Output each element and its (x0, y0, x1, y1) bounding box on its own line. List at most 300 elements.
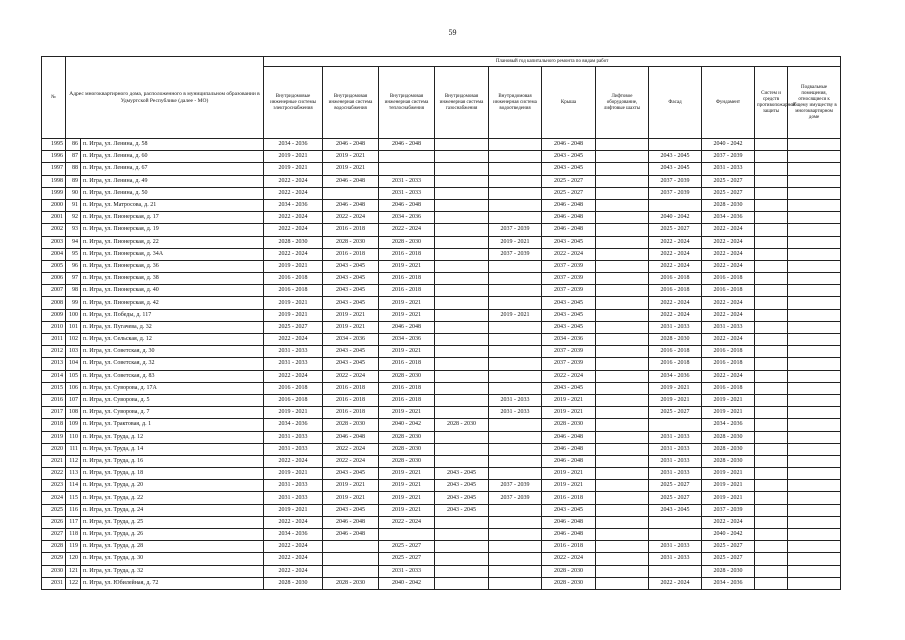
row-period-cell: 2022 - 2024 (702, 260, 755, 272)
row-period-cell: 2028 - 2030 (702, 565, 755, 577)
row-period-cell (489, 163, 542, 175)
row-period-cell (788, 541, 841, 553)
row-period-cell (379, 529, 435, 541)
row-local-number: 105 (66, 370, 81, 382)
row-period-cell (596, 541, 649, 553)
row-period-cell: 2019 - 2021 (542, 468, 596, 480)
row-address: п. Игра, ул. Трактовая, д. 1 (81, 419, 264, 431)
row-period-cell (596, 212, 649, 224)
row-period-cell (755, 309, 788, 321)
row-period-cell (435, 516, 489, 528)
row-period-cell (596, 334, 649, 346)
row-period-cell (596, 297, 649, 309)
row-local-number: 94 (66, 236, 81, 248)
header-col-8: Фундамент (702, 67, 755, 139)
row-period-cell (489, 151, 542, 163)
row-period-cell (788, 260, 841, 272)
row-period-cell: 2025 - 2027 (649, 224, 702, 236)
row-period-cell (755, 431, 788, 443)
row-number: 1995 (42, 139, 66, 151)
row-period-cell (435, 394, 489, 406)
row-period-cell (489, 187, 542, 199)
row-address: п. Игра, ул. Пионерская, д. 40 (81, 285, 264, 297)
row-period-cell (489, 541, 542, 553)
row-period-cell: 2016 - 2018 (379, 273, 435, 285)
row-period-cell: 2043 - 2045 (649, 151, 702, 163)
header-col-6: Лифтовое оборудование, лифтовые шахты (596, 67, 649, 139)
row-period-cell (435, 541, 489, 553)
table-row (42, 236, 841, 248)
row-period-cell (788, 309, 841, 321)
row-address: п. Игра, ул. Ленина, д. 49 (81, 175, 264, 187)
row-period-cell: 2034 - 2036 (264, 199, 323, 211)
row-period-cell: 2046 - 2048 (542, 443, 596, 455)
row-address: п. Игра, ул. Ленина, д. 60 (81, 151, 264, 163)
row-period-cell (435, 577, 489, 589)
row-period-cell (755, 577, 788, 589)
table-row (42, 529, 841, 541)
row-local-number: 117 (66, 516, 81, 528)
row-period-cell: 2046 - 2048 (542, 139, 596, 151)
header-col-0: Внутридомовые инженерные системы электроснабжения (264, 67, 323, 139)
row-period-cell: 2016 - 2018 (264, 394, 323, 406)
row-period-cell: 2019 - 2021 (489, 309, 542, 321)
row-address: п. Игра, ул. Сельская, д. 12 (81, 334, 264, 346)
table-row (42, 139, 841, 151)
row-period-cell: 2016 - 2018 (264, 382, 323, 394)
row-period-cell: 2037 - 2039 (542, 358, 596, 370)
row-number: 2014 (42, 370, 66, 382)
row-period-cell: 2019 - 2021 (542, 480, 596, 492)
row-address: п. Игра, ул. Советская, д. 83 (81, 370, 264, 382)
row-period-cell: 2043 - 2045 (323, 346, 379, 358)
row-local-number: 106 (66, 382, 81, 394)
row-period-cell: 2022 - 2024 (649, 309, 702, 321)
row-period-cell (788, 577, 841, 589)
row-address: п. Игра, ул. Суворова, д. 7 (81, 407, 264, 419)
table-row (42, 504, 841, 516)
row-period-cell (649, 419, 702, 431)
row-period-cell: 2031 - 2033 (264, 480, 323, 492)
row-period-cell: 2019 - 2021 (264, 297, 323, 309)
row-local-number: 97 (66, 273, 81, 285)
table-row (42, 346, 841, 358)
row-period-cell (435, 407, 489, 419)
row-local-number: 91 (66, 199, 81, 211)
row-period-cell (596, 407, 649, 419)
row-period-cell: 2022 - 2024 (379, 516, 435, 528)
table-row (42, 285, 841, 297)
row-local-number: 112 (66, 455, 81, 467)
row-period-cell: 2019 - 2021 (379, 504, 435, 516)
row-period-cell (489, 504, 542, 516)
row-address: п. Игра, ул. Ленина, д. 58 (81, 139, 264, 151)
row-period-cell (788, 480, 841, 492)
header-col-9: Систем и средств противопожарной защиты (755, 67, 788, 139)
row-period-cell (323, 565, 379, 577)
row-period-cell (596, 163, 649, 175)
row-period-cell: 2022 - 2024 (702, 370, 755, 382)
table-row (42, 577, 841, 589)
row-period-cell (435, 236, 489, 248)
row-address: п. Игра, ул. Пионерская, д. 19 (81, 224, 264, 236)
row-period-cell (379, 151, 435, 163)
row-local-number: 119 (66, 541, 81, 553)
row-period-cell: 2043 - 2045 (542, 382, 596, 394)
row-address: п. Игра, ул. Победы, д. 117 (81, 309, 264, 321)
table-row (42, 151, 841, 163)
row-address: п. Игра, ул. Труда, д. 12 (81, 431, 264, 443)
row-period-cell (489, 212, 542, 224)
row-period-cell (788, 370, 841, 382)
row-period-cell: 2028 - 2030 (542, 419, 596, 431)
table-row (42, 565, 841, 577)
row-number: 2030 (42, 565, 66, 577)
row-address: п. Игра, ул. Труда, д. 32 (81, 565, 264, 577)
row-period-cell (788, 394, 841, 406)
row-number: 2011 (42, 334, 66, 346)
row-period-cell (649, 139, 702, 151)
row-period-cell: 2016 - 2018 (323, 382, 379, 394)
row-period-cell (489, 285, 542, 297)
table-row (42, 248, 841, 260)
row-period-cell (788, 529, 841, 541)
row-period-cell: 2019 - 2021 (379, 407, 435, 419)
row-period-cell (596, 346, 649, 358)
row-period-cell (323, 541, 379, 553)
row-period-cell (755, 236, 788, 248)
row-period-cell: 2028 - 2030 (264, 236, 323, 248)
row-number: 2001 (42, 212, 66, 224)
row-period-cell: 2016 - 2018 (379, 285, 435, 297)
row-number: 2002 (42, 224, 66, 236)
row-period-cell: 2016 - 2018 (542, 541, 596, 553)
row-address: п. Игра, ул. Труда, д. 26 (81, 529, 264, 541)
row-period-cell: 2028 - 2030 (323, 577, 379, 589)
row-period-cell (788, 273, 841, 285)
row-period-cell: 2037 - 2039 (489, 492, 542, 504)
row-period-cell: 2025 - 2027 (702, 175, 755, 187)
row-address: п. Игра, ул. Труда, д. 22 (81, 492, 264, 504)
row-period-cell (755, 163, 788, 175)
row-period-cell: 2019 - 2021 (264, 151, 323, 163)
row-address: п. Игра, ул. Пионерская, д. 34А (81, 248, 264, 260)
row-period-cell (596, 175, 649, 187)
row-period-cell: 2031 - 2033 (649, 468, 702, 480)
row-period-cell: 2028 - 2030 (379, 455, 435, 467)
row-local-number: 89 (66, 175, 81, 187)
row-period-cell: 2016 - 2018 (379, 394, 435, 406)
row-period-cell (323, 187, 379, 199)
row-period-cell: 2019 - 2021 (323, 309, 379, 321)
row-period-cell: 2046 - 2048 (542, 224, 596, 236)
row-period-cell: 2016 - 2018 (542, 492, 596, 504)
row-period-cell (435, 431, 489, 443)
row-period-cell: 2028 - 2030 (379, 370, 435, 382)
row-local-number: 116 (66, 504, 81, 516)
row-period-cell (755, 419, 788, 431)
row-period-cell: 2043 - 2045 (435, 480, 489, 492)
row-period-cell (755, 382, 788, 394)
row-period-cell (788, 139, 841, 151)
row-period-cell: 2046 - 2048 (323, 529, 379, 541)
row-period-cell (755, 260, 788, 272)
row-period-cell: 2034 - 2036 (264, 419, 323, 431)
row-period-cell: 2016 - 2018 (649, 285, 702, 297)
row-period-cell: 2022 - 2024 (264, 565, 323, 577)
row-period-cell (435, 529, 489, 541)
row-period-cell (788, 151, 841, 163)
row-local-number: 113 (66, 468, 81, 480)
row-period-cell: 2025 - 2027 (264, 321, 323, 333)
row-period-cell (755, 565, 788, 577)
row-period-cell: 2046 - 2048 (379, 139, 435, 151)
row-period-cell: 2022 - 2024 (264, 541, 323, 553)
row-period-cell: 2025 - 2027 (379, 541, 435, 553)
row-period-cell: 2025 - 2027 (649, 480, 702, 492)
row-period-cell: 2028 - 2030 (435, 419, 489, 431)
row-period-cell: 2043 - 2045 (542, 236, 596, 248)
row-period-cell: 2016 - 2018 (702, 382, 755, 394)
row-period-cell: 2022 - 2024 (264, 370, 323, 382)
row-local-number: 102 (66, 334, 81, 346)
row-period-cell: 2019 - 2021 (323, 321, 379, 333)
row-period-cell (788, 553, 841, 565)
row-address: п. Игра, ул. Труда, д. 20 (81, 480, 264, 492)
row-period-cell: 2022 - 2024 (542, 370, 596, 382)
row-local-number: 104 (66, 358, 81, 370)
row-period-cell: 2043 - 2045 (435, 468, 489, 480)
row-period-cell (596, 248, 649, 260)
row-period-cell: 2043 - 2045 (542, 163, 596, 175)
header-address: Адрес многоквартирного дома, расположенного в муниципальном образовании в Удмуртской Республике (далее - МО) (66, 57, 264, 139)
row-period-cell: 2034 - 2036 (702, 577, 755, 589)
row-period-cell: 2016 - 2018 (702, 285, 755, 297)
table-row (42, 199, 841, 211)
row-period-cell: 2028 - 2030 (323, 419, 379, 431)
row-period-cell (435, 212, 489, 224)
row-period-cell (435, 370, 489, 382)
table-row (42, 431, 841, 443)
row-number: 2029 (42, 553, 66, 565)
row-local-number: 101 (66, 321, 81, 333)
table-row (42, 175, 841, 187)
row-period-cell (755, 321, 788, 333)
row-number: 1996 (42, 151, 66, 163)
row-period-cell: 2040 - 2042 (702, 529, 755, 541)
row-local-number: 86 (66, 139, 81, 151)
header-col-5: Крыша (542, 67, 596, 139)
row-period-cell: 2037 - 2039 (489, 224, 542, 236)
row-address: п. Игра, ул. Труда, д. 25 (81, 516, 264, 528)
table-row (42, 419, 841, 431)
table-row (42, 516, 841, 528)
row-period-cell (435, 334, 489, 346)
row-period-cell: 2019 - 2021 (702, 394, 755, 406)
row-period-cell: 2019 - 2021 (489, 236, 542, 248)
row-period-cell (788, 346, 841, 358)
table-row (42, 370, 841, 382)
row-period-cell (489, 419, 542, 431)
row-period-cell (755, 480, 788, 492)
row-period-cell: 2022 - 2024 (264, 224, 323, 236)
row-period-cell: 2019 - 2021 (323, 492, 379, 504)
row-period-cell (755, 273, 788, 285)
row-period-cell (788, 236, 841, 248)
row-period-cell (596, 553, 649, 565)
row-period-cell (489, 297, 542, 309)
row-period-cell: 2019 - 2021 (264, 504, 323, 516)
row-period-cell (788, 297, 841, 309)
row-period-cell: 2022 - 2024 (379, 224, 435, 236)
row-period-cell: 2022 - 2024 (264, 553, 323, 565)
row-period-cell: 2022 - 2024 (649, 236, 702, 248)
row-period-cell (489, 455, 542, 467)
row-number: 1998 (42, 175, 66, 187)
row-period-cell: 2034 - 2036 (702, 419, 755, 431)
row-period-cell (788, 516, 841, 528)
row-period-cell: 2025 - 2027 (702, 541, 755, 553)
row-number: 2024 (42, 492, 66, 504)
table-body (42, 139, 841, 590)
row-period-cell: 2025 - 2027 (649, 407, 702, 419)
row-period-cell: 2022 - 2024 (323, 455, 379, 467)
row-period-cell: 2028 - 2030 (702, 443, 755, 455)
row-period-cell: 2040 - 2042 (379, 577, 435, 589)
row-period-cell: 2028 - 2030 (542, 577, 596, 589)
row-period-cell: 2034 - 2036 (702, 212, 755, 224)
row-period-cell (489, 382, 542, 394)
row-period-cell (596, 187, 649, 199)
row-period-cell: 2043 - 2045 (323, 260, 379, 272)
row-period-cell: 2028 - 2030 (649, 334, 702, 346)
row-address: п. Игра, ул. Суворова, д. 5 (81, 394, 264, 406)
row-period-cell (596, 431, 649, 443)
row-period-cell: 2022 - 2024 (702, 248, 755, 260)
row-period-cell: 2016 - 2018 (649, 346, 702, 358)
row-period-cell: 2019 - 2021 (702, 480, 755, 492)
row-period-cell: 2031 - 2033 (702, 163, 755, 175)
row-period-cell (489, 321, 542, 333)
row-period-cell: 2019 - 2021 (379, 260, 435, 272)
table-row (42, 492, 841, 504)
row-period-cell: 2043 - 2045 (542, 309, 596, 321)
row-number: 2028 (42, 541, 66, 553)
row-period-cell (788, 565, 841, 577)
row-period-cell: 2034 - 2036 (264, 529, 323, 541)
row-period-cell (435, 443, 489, 455)
row-period-cell: 2043 - 2045 (323, 468, 379, 480)
table-row (42, 443, 841, 455)
row-period-cell: 2046 - 2048 (323, 139, 379, 151)
row-period-cell (755, 407, 788, 419)
table-row (42, 455, 841, 467)
row-number: 2021 (42, 455, 66, 467)
row-period-cell: 2025 - 2027 (702, 553, 755, 565)
table-row (42, 382, 841, 394)
row-period-cell: 2043 - 2045 (435, 492, 489, 504)
row-period-cell: 2019 - 2021 (264, 163, 323, 175)
row-period-cell (788, 224, 841, 236)
row-period-cell (596, 394, 649, 406)
row-period-cell (788, 187, 841, 199)
row-period-cell (489, 577, 542, 589)
row-address: п. Игра, ул. Труда, д. 16 (81, 455, 264, 467)
row-period-cell: 2022 - 2024 (702, 516, 755, 528)
row-period-cell: 2016 - 2018 (702, 273, 755, 285)
row-period-cell: 2028 - 2030 (702, 431, 755, 443)
row-address: п. Игра, ул. Пионерская, д. 22 (81, 236, 264, 248)
row-period-cell: 2022 - 2024 (649, 297, 702, 309)
row-period-cell (435, 175, 489, 187)
row-period-cell: 2043 - 2045 (542, 151, 596, 163)
row-period-cell: 2043 - 2045 (323, 358, 379, 370)
row-period-cell: 2043 - 2045 (323, 285, 379, 297)
row-period-cell (788, 212, 841, 224)
row-period-cell (435, 285, 489, 297)
row-number: 2019 (42, 431, 66, 443)
row-period-cell: 2022 - 2024 (649, 248, 702, 260)
row-number: 2007 (42, 285, 66, 297)
row-period-cell: 2028 - 2030 (264, 577, 323, 589)
row-period-cell: 2025 - 2027 (379, 553, 435, 565)
row-period-cell: 2028 - 2030 (702, 455, 755, 467)
row-period-cell (755, 151, 788, 163)
row-period-cell: 2019 - 2021 (379, 309, 435, 321)
row-period-cell: 2034 - 2036 (323, 334, 379, 346)
header-col-7: Фасад (649, 67, 702, 139)
row-period-cell: 2037 - 2039 (702, 151, 755, 163)
row-period-cell (649, 516, 702, 528)
row-period-cell: 2046 - 2048 (323, 516, 379, 528)
row-address: п. Игра, ул. Ленина, д. 67 (81, 163, 264, 175)
row-address: п. Игра, ул. Советская, д. 32 (81, 358, 264, 370)
row-address: п. Игра, ул. Пионерская, д. 17 (81, 212, 264, 224)
row-period-cell: 2031 - 2033 (264, 492, 323, 504)
row-period-cell: 2028 - 2030 (542, 565, 596, 577)
row-period-cell (596, 285, 649, 297)
row-period-cell (435, 139, 489, 151)
row-period-cell: 2016 - 2018 (323, 394, 379, 406)
row-period-cell (755, 346, 788, 358)
row-period-cell (788, 175, 841, 187)
row-local-number: 100 (66, 309, 81, 321)
row-period-cell (596, 419, 649, 431)
row-period-cell (788, 443, 841, 455)
row-period-cell: 2022 - 2024 (264, 212, 323, 224)
row-period-cell (323, 553, 379, 565)
row-period-cell: 2019 - 2021 (649, 382, 702, 394)
row-period-cell (435, 382, 489, 394)
row-local-number: 99 (66, 297, 81, 309)
row-period-cell (755, 297, 788, 309)
row-period-cell: 2025 - 2027 (702, 187, 755, 199)
row-period-cell: 2031 - 2033 (264, 431, 323, 443)
row-period-cell: 2031 - 2033 (379, 175, 435, 187)
row-period-cell: 2034 - 2036 (379, 212, 435, 224)
table-row (42, 358, 841, 370)
row-period-cell (435, 321, 489, 333)
row-period-cell: 2031 - 2033 (649, 431, 702, 443)
row-period-cell: 2037 - 2039 (542, 346, 596, 358)
row-address: п. Игра, ул. Пионерская, д. 36 (81, 260, 264, 272)
row-period-cell: 2037 - 2039 (649, 187, 702, 199)
row-period-cell: 2046 - 2048 (379, 199, 435, 211)
row-period-cell: 2031 - 2033 (379, 187, 435, 199)
table-row (42, 480, 841, 492)
row-period-cell (489, 346, 542, 358)
row-period-cell (755, 394, 788, 406)
